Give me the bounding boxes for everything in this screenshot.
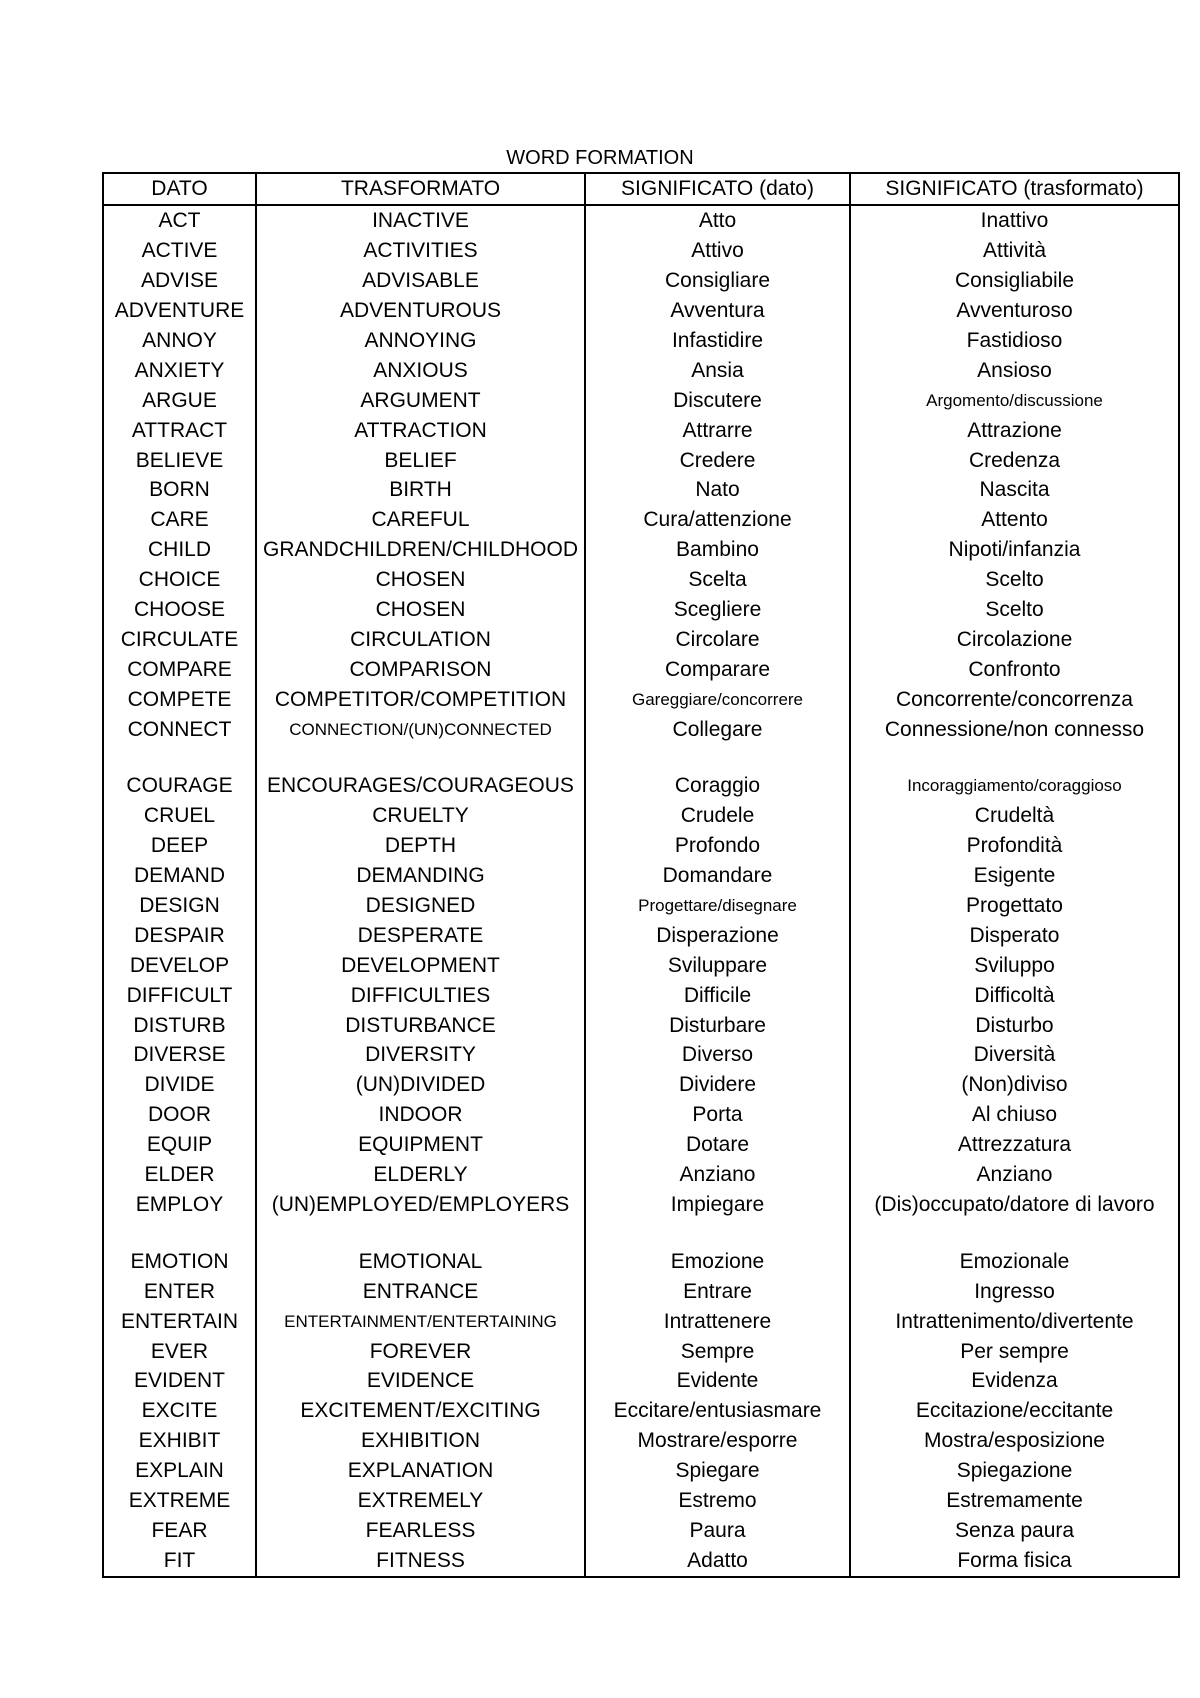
cell-significato-dato: Dotare — [585, 1130, 850, 1160]
column-header-trasformato: TRASFORMATO — [256, 174, 585, 205]
table-row — [104, 891, 1178, 921]
cell-significato-trasformato: Nipoti/infanzia — [850, 535, 1178, 565]
cell-trasformato: CIRCULATION — [256, 624, 585, 654]
cell-significato-dato: Evidente — [585, 1366, 850, 1396]
table-row — [104, 1190, 1178, 1220]
cell-significato-dato: Circolare — [585, 624, 850, 654]
table-row — [104, 385, 1178, 415]
cell-significato-dato: Diverso — [585, 1040, 850, 1070]
cell-significato-trasformato: Anziano — [850, 1160, 1178, 1190]
cell-dato: DIVERSE — [133, 1043, 226, 1067]
cell-significato-dato: Intrattenere — [585, 1306, 850, 1336]
cell-dato: CARE — [150, 508, 209, 532]
cell-trasformato: EVIDENCE — [256, 1366, 585, 1396]
cell-significato-dato: Consigliare — [585, 266, 850, 296]
table-row — [104, 1396, 1178, 1426]
cell-significato-trasformato: Ansioso — [850, 355, 1178, 385]
header-row — [104, 174, 1178, 205]
cell-significato-trasformato: Crudeltà — [850, 801, 1178, 831]
cell-dato: ACT — [158, 209, 201, 233]
cell-dato: ELDER — [144, 1163, 215, 1187]
cell-trasformato: ATTRACTION — [256, 415, 585, 445]
cell-significato-trasformato: Inattivo — [850, 205, 1178, 236]
cell-dato: DIFFICULT — [126, 983, 233, 1007]
column-header-dato: DATO — [104, 174, 256, 205]
table-row — [104, 505, 1178, 535]
cell-trasformato: FOREVER — [256, 1336, 585, 1366]
cell-significato-dato: Attrarre — [585, 415, 850, 445]
table-row — [104, 1515, 1178, 1545]
cell-significato-dato: Domandare — [585, 861, 850, 891]
cell-significato-trasformato: Consigliabile — [850, 266, 1178, 296]
cell-dato: ANNOY — [142, 329, 217, 352]
cell-significato-trasformato: Attrazione — [850, 415, 1178, 445]
table-row — [104, 1426, 1178, 1456]
word-formation-table-frame — [102, 172, 1180, 1578]
cell-trasformato: DIVERSITY — [256, 1040, 585, 1070]
table-row — [104, 415, 1178, 445]
cell-significato-trasformato: Spiegazione — [850, 1456, 1178, 1486]
cell-significato-trasformato: Connessione/non connesso — [850, 714, 1178, 744]
cell-trasformato: EQUIPMENT — [256, 1130, 585, 1160]
cell-significato-trasformato: Eccitazione/eccitante — [850, 1396, 1178, 1426]
cell-significato-dato: Collegare — [585, 714, 850, 744]
cell-dato: DIVIDE — [144, 1073, 215, 1097]
cell-dato: COMPARE — [127, 657, 232, 681]
cell-significato-trasformato: Credenza — [850, 445, 1178, 475]
cell-significato-trasformato: Estremamente — [850, 1486, 1178, 1516]
cell-significato-trasformato: Nascita — [850, 475, 1178, 505]
cell-significato-dato: Dividere — [585, 1070, 850, 1100]
table-row — [104, 1306, 1178, 1336]
cell-trasformato: FEARLESS — [256, 1515, 585, 1545]
table-row — [104, 684, 1178, 714]
cell-trasformato: ADVENTUROUS — [256, 296, 585, 326]
cell-significato-trasformato: Attività — [850, 236, 1178, 266]
cell-dato — [104, 1219, 256, 1246]
cell-trasformato: CHOSEN — [256, 595, 585, 625]
cell-significato-dato: Cura/attenzione — [585, 505, 850, 535]
cell-dato: FEAR — [151, 1518, 208, 1542]
cell-trasformato: DEVELOPMENT — [256, 950, 585, 980]
cell-trasformato: COMPARISON — [256, 654, 585, 684]
cell-trasformato: DESPERATE — [256, 920, 585, 950]
cell-significato-dato: Difficile — [585, 980, 850, 1010]
cell-trasformato: CRUELTY — [256, 801, 585, 831]
table-row — [104, 205, 1178, 236]
cell-trasformato: CHOSEN — [256, 565, 585, 595]
cell-significato-dato: Scegliere — [585, 595, 850, 625]
cell-significato-dato — [585, 1219, 850, 1246]
cell-dato: ADVISE — [140, 269, 219, 293]
cell-significato-dato: Disturbare — [585, 1010, 850, 1040]
cell-significato-dato: Avventura — [585, 296, 850, 326]
cell-significato-dato: Adatto — [585, 1545, 850, 1576]
cell-trasformato: DISTURBANCE — [256, 1010, 585, 1040]
cell-dato: DOOR — [148, 1103, 211, 1127]
cell-dato: DESPAIR — [134, 923, 225, 947]
cell-trasformato: CAREFUL — [256, 505, 585, 535]
cell-trasformato: INDOOR — [256, 1100, 585, 1130]
cell-significato-dato: Scelta — [585, 565, 850, 595]
cell-dato: DESIGN — [139, 894, 220, 918]
cell-dato: FIT — [163, 1549, 196, 1573]
table-row — [104, 920, 1178, 950]
table-row — [104, 714, 1178, 744]
table-row — [104, 1366, 1178, 1396]
cell-trasformato: FITNESS — [256, 1545, 585, 1576]
cell-trasformato: ANXIOUS — [256, 355, 585, 385]
cell-trasformato: ELDERLY — [256, 1160, 585, 1190]
cell-significato-dato: Gareggiare/concorrere — [585, 684, 850, 714]
cell-significato-dato: Profondo — [585, 831, 850, 861]
cell-significato-dato: Discutere — [585, 385, 850, 415]
table-row — [104, 595, 1178, 625]
cell-dato: COMPETE — [127, 687, 232, 711]
cell-trasformato: EXPLANATION — [256, 1456, 585, 1486]
cell-dato: CRUEL — [143, 804, 216, 828]
cell-trasformato: ENTRANCE — [256, 1276, 585, 1306]
cell-dato: EXTREME — [128, 1488, 231, 1512]
cell-dato: EXHIBIT — [138, 1429, 221, 1453]
table-row — [104, 771, 1178, 801]
cell-significato-dato: Impiegare — [585, 1190, 850, 1220]
cell-significato-trasformato: Ingresso — [850, 1276, 1178, 1306]
cell-trasformato: EMOTIONAL — [256, 1246, 585, 1276]
table-row — [104, 1545, 1178, 1576]
cell-significato-trasformato: (Non)diviso — [850, 1070, 1178, 1100]
cell-significato-dato: Sempre — [585, 1336, 850, 1366]
cell-significato-trasformato: Intrattenimento/divertente — [850, 1306, 1178, 1336]
cell-significato-dato: Attivo — [585, 236, 850, 266]
cell-significato-dato: Estremo — [585, 1486, 850, 1516]
cell-significato-trasformato: Sviluppo — [850, 950, 1178, 980]
cell-trasformato: DESIGNED — [256, 891, 585, 921]
cell-significato-trasformato: (Dis)occupato/datore di lavoro — [850, 1190, 1178, 1220]
cell-trasformato: CONNECTION/(UN)CONNECTED — [256, 714, 585, 744]
cell-significato-dato: Sviluppare — [585, 950, 850, 980]
cell-dato: EMOTION — [130, 1249, 229, 1273]
cell-trasformato: DEPTH — [256, 831, 585, 861]
cell-significato-dato: Ansia — [585, 355, 850, 385]
table-row — [104, 296, 1178, 326]
cell-significato-trasformato: Emozionale — [850, 1246, 1178, 1276]
cell-significato-trasformato: Confronto — [850, 654, 1178, 684]
cell-dato: ENTERTAIN — [120, 1309, 239, 1333]
cell-dato: CIRCULATE — [120, 627, 239, 651]
cell-dato: ATTRACT — [131, 418, 228, 442]
cell-significato-trasformato: Senza paura — [850, 1515, 1178, 1545]
cell-dato: DEMAND — [133, 864, 225, 888]
table-row — [104, 1070, 1178, 1100]
cell-significato-trasformato: Scelto — [850, 565, 1178, 595]
cell-dato: EQUIP — [146, 1133, 213, 1157]
cell-significato-trasformato: Disperato — [850, 920, 1178, 950]
cell-significato-trasformato: Mostra/esposizione — [850, 1426, 1178, 1456]
cell-trasformato: BELIEF — [256, 445, 585, 475]
cell-significato-dato: Spiegare — [585, 1456, 850, 1486]
cell-significato-dato — [585, 744, 850, 771]
cell-significato-dato: Crudele — [585, 801, 850, 831]
cell-significato-dato: Eccitare/entusiasmare — [585, 1396, 850, 1426]
column-header-significato-trasformato: SIGNIFICATO (trasformato) — [850, 174, 1178, 205]
cell-dato: CHOOSE — [133, 598, 225, 622]
cell-significato-trasformato: Evidenza — [850, 1366, 1178, 1396]
document-title: WORD FORMATION — [506, 147, 694, 169]
cell-dato: ANXIETY — [134, 358, 225, 382]
cell-dato: DISTURB — [133, 1013, 226, 1037]
cell-dato: BELIEVE — [135, 448, 224, 472]
cell-dato: ACTIVE — [141, 239, 218, 263]
table-row — [104, 831, 1178, 861]
cell-significato-trasformato: Al chiuso — [850, 1100, 1178, 1130]
cell-dato — [104, 744, 256, 771]
cell-trasformato: BIRTH — [256, 475, 585, 505]
cell-trasformato: EXHIBITION — [256, 1426, 585, 1456]
cell-dato: BORN — [149, 478, 210, 502]
cell-significato-trasformato: Fastidioso — [850, 326, 1178, 356]
cell-dato: CHILD — [147, 538, 211, 562]
cell-significato-dato: Comparare — [585, 654, 850, 684]
cell-trasformato: COMPETITOR/COMPETITION — [256, 684, 585, 714]
cell-dato: EMPLOY — [135, 1192, 224, 1216]
table-row — [104, 624, 1178, 654]
cell-dato: EXCITE — [141, 1399, 218, 1423]
cell-significato-trasformato: Argomento/discussione — [850, 385, 1178, 415]
cell-significato-trasformato: Circolazione — [850, 624, 1178, 654]
cell-significato-trasformato: Concorrente/concorrenza — [850, 684, 1178, 714]
table-row — [104, 1130, 1178, 1160]
cell-trasformato: (UN)EMPLOYED/EMPLOYERS — [256, 1190, 585, 1220]
cell-significato-dato: Porta — [585, 1100, 850, 1130]
cell-significato-trasformato: Per sempre — [850, 1336, 1178, 1366]
cell-trasformato: DEMANDING — [256, 861, 585, 891]
cell-significato-dato: Infastidire — [585, 326, 850, 356]
column-header-significato-dato: SIGNIFICATO (dato) — [585, 174, 850, 205]
cell-significato-trasformato: Attento — [850, 505, 1178, 535]
table-row — [104, 236, 1178, 266]
cell-significato-trasformato — [850, 1219, 1178, 1246]
cell-significato-dato: Mostrare/esporre — [585, 1426, 850, 1456]
cell-trasformato: EXCITEMENT/EXCITING — [256, 1396, 585, 1426]
cell-significato-trasformato: Disturbo — [850, 1010, 1178, 1040]
cell-significato-dato: Emozione — [585, 1246, 850, 1276]
table-row — [104, 1246, 1178, 1276]
cell-dato: EVIDENT — [133, 1369, 225, 1393]
spacer-row — [104, 1219, 1178, 1246]
table-row — [104, 266, 1178, 296]
table-row — [104, 445, 1178, 475]
table-row — [104, 654, 1178, 684]
cell-trasformato: GRANDCHILDREN/CHILDHOOD — [256, 535, 585, 565]
table-row — [104, 950, 1178, 980]
cell-trasformato: EXTREMELY — [256, 1486, 585, 1516]
cell-significato-trasformato: Attrezzatura — [850, 1130, 1178, 1160]
cell-dato: CHOICE — [138, 568, 221, 592]
cell-trasformato: ENCOURAGES/COURAGEOUS — [256, 771, 585, 801]
cell-trasformato: ENTERTAINMENT/ENTERTAINING — [256, 1306, 585, 1336]
table-row — [104, 355, 1178, 385]
cell-significato-trasformato: Scelto — [850, 595, 1178, 625]
table-row — [104, 1276, 1178, 1306]
cell-dato: EXPLAIN — [135, 1459, 224, 1483]
cell-trasformato: ADVISABLE — [256, 266, 585, 296]
cell-significato-trasformato: Forma fisica — [850, 1545, 1178, 1576]
cell-trasformato: (UN)DIVIDED — [256, 1070, 585, 1100]
cell-significato-trasformato: Profondità — [850, 831, 1178, 861]
cell-significato-dato: Paura — [585, 1515, 850, 1545]
table-row — [104, 475, 1178, 505]
table-row — [104, 535, 1178, 565]
table-row — [104, 801, 1178, 831]
cell-significato-dato: Bambino — [585, 535, 850, 565]
table-row — [104, 565, 1178, 595]
cell-trasformato — [256, 744, 585, 771]
spacer-row — [104, 744, 1178, 771]
cell-dato: COURAGE — [126, 774, 233, 798]
table-row — [104, 1040, 1178, 1070]
table-row — [104, 1100, 1178, 1130]
cell-significato-trasformato: Diversità — [850, 1040, 1178, 1070]
table-row — [104, 1010, 1178, 1040]
cell-trasformato: ARGUMENT — [256, 385, 585, 415]
table-row — [104, 1160, 1178, 1190]
table-row — [104, 1456, 1178, 1486]
cell-trasformato: ACTIVITIES — [256, 236, 585, 266]
cell-dato: ARGUE — [142, 388, 217, 412]
cell-significato-trasformato: Avventuroso — [850, 296, 1178, 326]
cell-significato-dato: Anziano — [585, 1160, 850, 1190]
cell-significato-dato: Atto — [585, 205, 850, 236]
cell-trasformato: ANNOYING — [256, 326, 585, 356]
cell-significato-dato: Progettare/disegnare — [585, 891, 850, 921]
table-row — [104, 1336, 1178, 1366]
cell-dato: CONNECT — [127, 717, 232, 741]
cell-significato-trasformato: Difficoltà — [850, 980, 1178, 1010]
cell-dato: ADVENTURE — [114, 299, 245, 323]
cell-significato-dato: Coraggio — [585, 771, 850, 801]
table-body — [104, 205, 1178, 1576]
cell-significato-dato: Nato — [585, 475, 850, 505]
cell-significato-dato: Entrare — [585, 1276, 850, 1306]
cell-dato: EVER — [150, 1339, 209, 1363]
table-row — [104, 861, 1178, 891]
cell-trasformato: DIFFICULTIES — [256, 980, 585, 1010]
table-row — [104, 326, 1178, 356]
cell-significato-dato: Credere — [585, 445, 850, 475]
cell-dato: ENTER — [143, 1279, 216, 1303]
cell-trasformato — [256, 1219, 585, 1246]
cell-dato: DEVELOP — [129, 953, 230, 977]
cell-significato-trasformato: Progettato — [850, 891, 1178, 921]
cell-significato-trasformato: Esigente — [850, 861, 1178, 891]
cell-dato: DEEP — [150, 834, 209, 858]
cell-significato-trasformato: Incoraggiamento/coraggioso — [850, 771, 1178, 801]
table-row — [104, 1486, 1178, 1516]
word-formation-table — [104, 174, 1178, 1576]
cell-trasformato: INACTIVE — [256, 205, 585, 236]
cell-significato-dato: Disperazione — [585, 920, 850, 950]
cell-significato-trasformato — [850, 744, 1178, 771]
table-row — [104, 980, 1178, 1010]
